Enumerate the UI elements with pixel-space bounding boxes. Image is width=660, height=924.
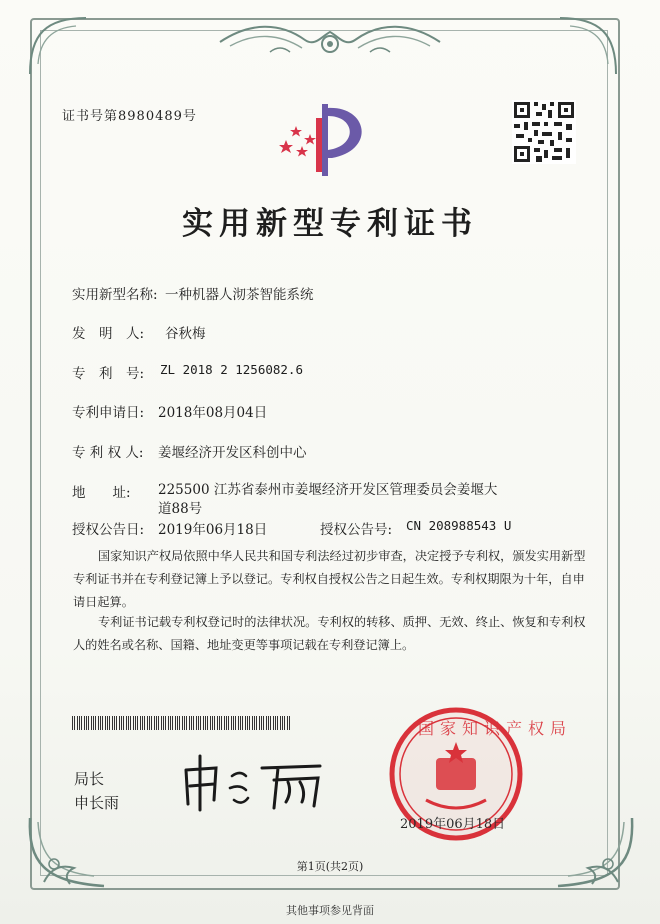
certificate-title: 实用新型专利证书: [182, 206, 478, 242]
utility-model-name-label: 实用新型名称:: [72, 287, 158, 303]
inventor-label: 发 明 人:: [72, 326, 145, 342]
signatory-title: 局长: [74, 770, 105, 788]
bottom-note: 其他事项参见背面: [286, 904, 374, 917]
application-date: 2018年08月04日: [158, 405, 268, 421]
signatory-name: 申长雨: [74, 794, 120, 812]
certificate-paragraph-1: 国家知识产权局依照中华人民共和国专利法经过初步审查，决定授予专利权，颁发实用新型专利证书并在专利登记簿上予以登记。专利权自授权公告之日起生效。专利权期限为十年，自申请日起算。: [73, 549, 586, 609]
top-ornament-icon: [210, 22, 450, 62]
patent-number-label: 专 利 号:: [72, 366, 145, 382]
seal-text: 国家知识产权局: [418, 719, 573, 738]
grant-date: 2019年06月18日: [158, 522, 268, 538]
corner-ornament-top-left-icon: [26, 14, 96, 84]
address-label: 地 址:: [72, 485, 131, 501]
address-line-1: 225500 江苏省泰州市姜堰经济开发区管理委员会姜堰大: [158, 482, 498, 498]
utility-model-name: 一种机器人沏茶智能系统: [165, 287, 314, 303]
handwritten-signature-icon: [178, 752, 338, 812]
address-line-2: 道88号: [158, 501, 203, 517]
patentee: 姜堰经济开发区科创中心: [158, 445, 307, 461]
grant-number-label: 授权公告号:: [320, 522, 393, 538]
seal-date: 2019年06月18日: [400, 817, 506, 832]
corner-ornament-bottom-left-icon: [24, 812, 114, 892]
cnipa-logo-icon: [272, 98, 382, 180]
corner-ornament-bottom-right-icon: [548, 812, 638, 892]
barcode-icon: [72, 716, 290, 730]
application-date-label: 专利申请日:: [72, 405, 145, 421]
qr-code-icon: [512, 100, 576, 164]
patent-number: ZL 2018 2 1256082.6: [160, 362, 303, 377]
grant-date-label: 授权公告日:: [72, 522, 145, 538]
grant-number: CN 208988543 U: [406, 518, 512, 533]
certificate-number: 证书号第8980489号: [62, 109, 197, 124]
page-indicator: 第1页(共2页): [296, 860, 364, 873]
inventor: 谷秋梅: [165, 326, 206, 342]
patentee-label: 专 利 权 人:: [72, 445, 144, 461]
corner-ornament-top-right-icon: [550, 14, 620, 84]
certificate-paragraph-2: 专利证书记载专利权登记时的法律状况。专利权的转移、质押、无效、终止、恢复和专利权人的姓名或名称、国籍、地址变更等事项记载在专利登记簿上。: [73, 615, 586, 652]
